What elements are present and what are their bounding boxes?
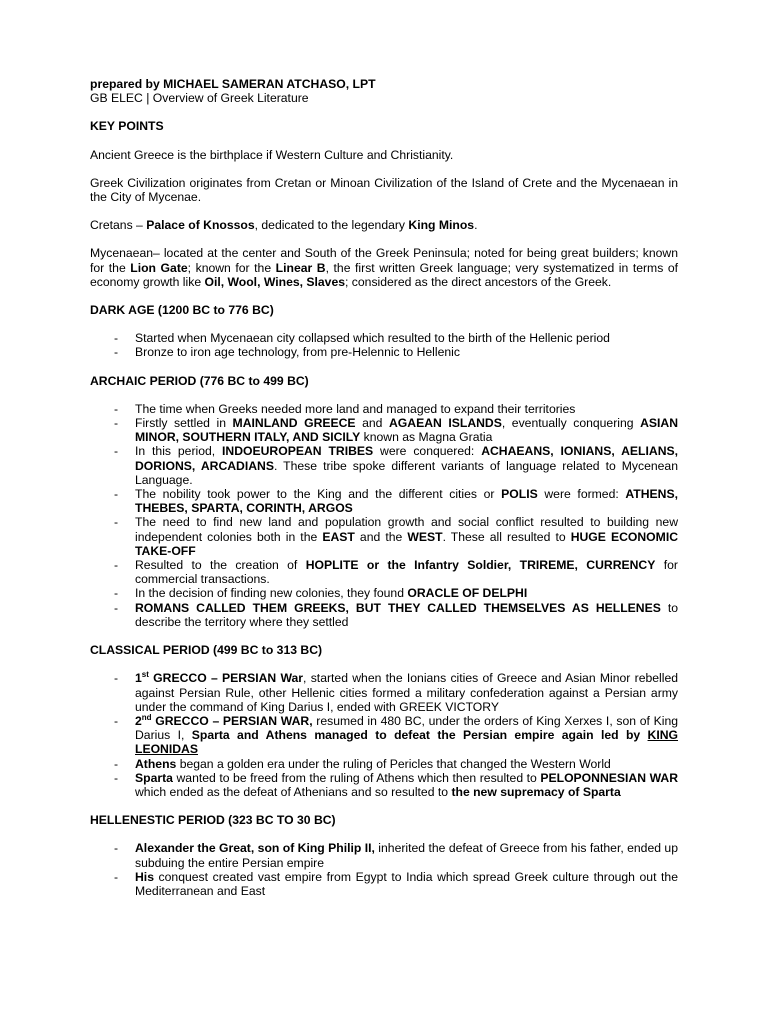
document-subtitle: GB ELEC | Overview of Greek Literature (90, 91, 309, 106)
dark-age-list (90, 331, 678, 359)
list-item: - ROMANS CALLED THEM GREEKS, BUT THEY CALLED THEMSELVES AS HELLENES to describe the territory where they settled (90, 601, 678, 629)
key-point-paragraph: Greek Civilization originates from Cretan or Minoan Civilization of the Island of Crete and the Mycenaean in the City of Mycenae. (90, 175, 678, 205)
section-heading-dark-age: DARK AGE (1200 BC to 776 BC) (90, 303, 274, 318)
list-item: - In the decision of finding new colonies, they found ORACLE OF DELPHI (90, 586, 678, 600)
list-item: - 1st GRECCO – PERSIAN War, started when the Ionians cities of Greece and Asian Minor rebelled against Persian Rule, other Hellenic cities formed a military confederation against a Persian army under the command of King Darius I, ended with GREEK VICTORY (90, 671, 678, 714)
key-points-heading: KEY POINTS (90, 119, 164, 134)
list-item: - His conquest created vast empire from Egypt to India which spread Greek culture through out the Mediterranean and East (90, 870, 678, 898)
list-item: - Bronze to iron age technology, from pre-Helennic to Hellenic (90, 345, 678, 359)
list-item: - Firstly settled in MAINLAND GREECE and AGAEAN ISLANDS, eventually conquering ASIAN MINOR, SOUTHERN ITALY, AND SICILY known as Magna Gratia (90, 416, 678, 444)
key-point-paragraph: Cretans – Palace of Knossos, dedicated to the legendary King Minos. (90, 218, 478, 233)
section-heading-archaic: ARCHAIC PERIOD (776 BC to 499 BC) (90, 373, 309, 388)
hellenistic-list (90, 841, 678, 898)
list-item: - Resulted to the creation of HOPLITE or the Infantry Soldier, TRIREME, CURRENCY for commercial transactions. (90, 558, 678, 586)
list-item: - 2nd GRECCO – PERSIAN WAR, resumed in 480 BC, under the orders of King Xerxes I, son of King Darius I, Sparta and Athens managed to defeat the Persian empire again led by KING LEONIDAS (90, 714, 678, 757)
key-point-paragraph: Ancient Greece is the birthplace if Western Culture and Christianity. (90, 147, 454, 162)
classical-list (90, 671, 678, 799)
section-heading-hellenistic: HELLENESTIC PERIOD (323 BC TO 30 BC) (90, 813, 336, 828)
archaic-list (90, 402, 678, 629)
key-point-paragraph: Mycenaean– located at the center and South of the Greek Peninsula; noted for being great builders; known for the Lion Gate; known for the Linear B, the first written Greek language; very systematized in terms of economy growth like Oil, Wool, Wines, Slaves; considered as the direct ancestors of the Greek. (90, 246, 679, 289)
list-item: - Athens began a golden era under the ruling of Pericles that changed the Western World (90, 757, 678, 771)
author-line: prepared by MICHAEL SAMERAN ATCHASO, LPT (90, 77, 376, 91)
list-item: - The need to find new land and population growth and social conflict resulted to building new independent colonies both in the EAST and the WEST. These all resulted to HUGE ECONOMIC TAKE-OFF (90, 515, 678, 558)
list-item: - Started when Mycenaean city collapsed which resulted to the birth of the Hellenic period (90, 331, 678, 345)
list-item: - Alexander the Great, son of King Philip II, inherited the defeat of Greece from his father, ended up subduing the entire Persian empire (90, 841, 678, 869)
section-heading-classical: CLASSICAL PERIOD (499 BC to 313 BC) (90, 643, 323, 658)
list-item: - Sparta wanted to be freed from the ruling of Athens which then resulted to PELOPONNESIAN WAR which ended as the defeat of Athenians and so resulted to the new supremacy of Sparta (90, 771, 678, 799)
list-item: - In this period, INDOEUROPEAN TRIBES were conquered: ACHAEANS, IONIANS, AELIANS, DORIONS, ARCADIANS. These tribe spoke different variants of language related to Mycenean Language. (90, 444, 678, 487)
list-item: - The nobility took power to the King and the different cities or POLIS were formed: ATHENS, THEBES, SPARTA, CORINTH, ARGOS (90, 487, 678, 515)
list-item: - The time when Greeks needed more land and managed to expand their territories (90, 402, 678, 416)
